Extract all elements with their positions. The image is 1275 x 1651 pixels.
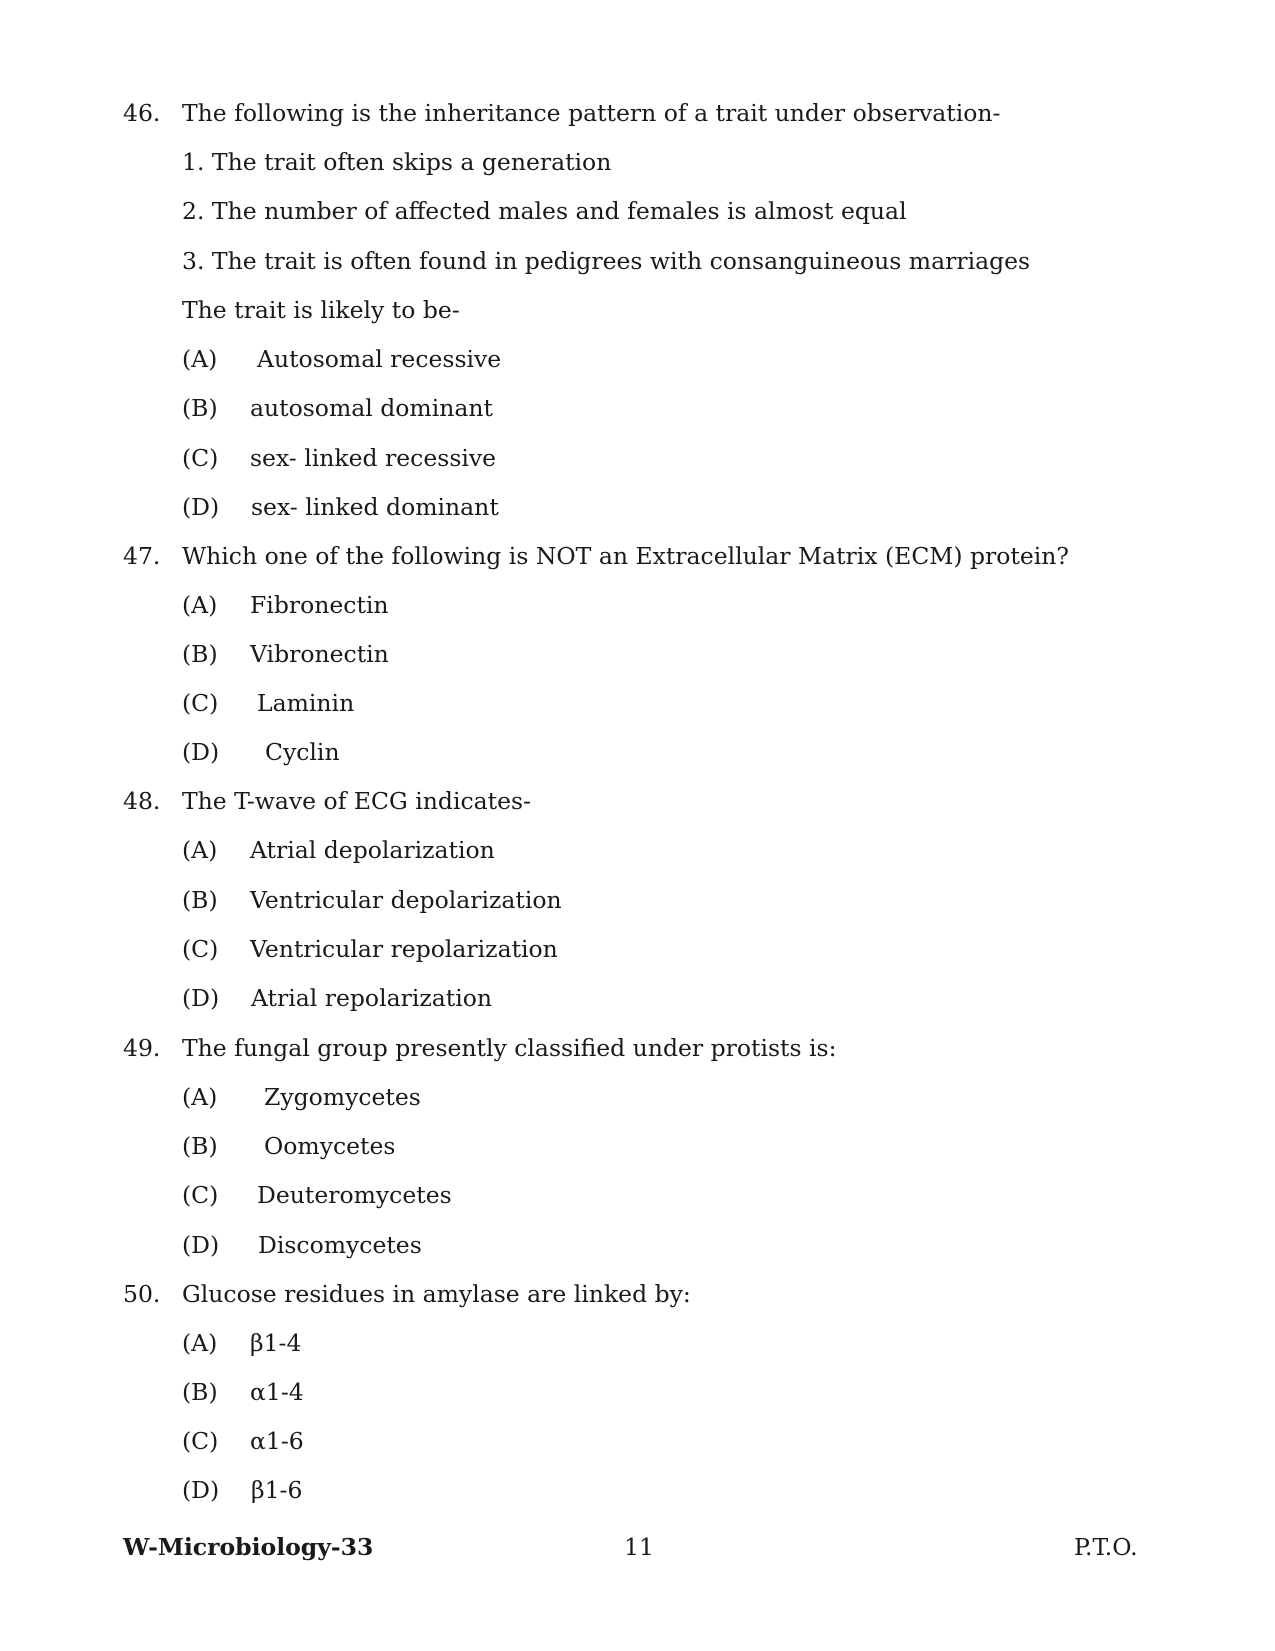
question-47-option-c-text: Laminin — [257, 689, 355, 717]
question-50-option-d-text: β1-6 — [251, 1476, 303, 1504]
question-48-option-a-label: (A) — [182, 836, 218, 864]
question-49-option-b-label: (B) — [182, 1132, 218, 1160]
question-49-option-c-label: (C) — [182, 1181, 219, 1209]
question-50-option-b-text: α1-4 — [250, 1378, 304, 1406]
question-47-option-b-label: (B) — [182, 640, 218, 668]
footer-page-number: 11 — [624, 1533, 654, 1561]
question-48-option-b-label: (B) — [182, 886, 218, 914]
question-49-option-a-text: Zygomycetes — [264, 1083, 421, 1111]
question-50-option-c-label: (C) — [182, 1427, 219, 1455]
question-49-text: The fungal group presently classified under protists is: — [182, 1034, 837, 1062]
question-46-statement-3: 3. The trait is often found in pedigrees with consanguineous marriages — [182, 247, 1031, 275]
question-50-option-a-text: β1-4 — [250, 1329, 302, 1357]
question-48-option-c-text: Ventricular repolarization — [250, 935, 558, 963]
question-48-number: 48. — [123, 787, 161, 815]
question-46-option-a-text: Autosomal recessive — [257, 345, 502, 373]
question-47-option-a-text: Fibronectin — [250, 591, 389, 619]
question-46-option-b-text: autosomal dominant — [250, 394, 493, 422]
question-47-option-a-label: (A) — [182, 591, 218, 619]
question-48-option-a-text: Atrial depolarization — [250, 836, 495, 864]
question-46-number: 46. — [123, 99, 161, 127]
question-48-text: The T-wave of ECG indicates- — [182, 787, 531, 815]
question-46-option-c-label: (C) — [182, 444, 219, 472]
question-47-number: 47. — [123, 542, 161, 570]
question-48-option-b-text: Ventricular depolarization — [250, 886, 562, 914]
question-46-option-d-text: sex- linked dominant — [251, 493, 499, 521]
question-46-option-c-text: sex- linked recessive — [250, 444, 497, 472]
footer-pto: P.T.O. — [1074, 1533, 1138, 1561]
question-46-option-d-label: (D) — [182, 493, 220, 521]
question-49-option-d-text: Discomycetes — [258, 1231, 422, 1259]
question-49-option-d-label: (D) — [182, 1231, 220, 1259]
question-50-number: 50. — [123, 1280, 161, 1308]
question-47-text: Which one of the following is NOT an Extracellular Matrix (ECM) protein? — [182, 542, 1070, 570]
question-46-prompt: The trait is likely to be- — [182, 296, 460, 324]
question-46-option-a-label: (A) — [182, 345, 218, 373]
footer-paper-code: W-Microbiology-33 — [123, 1533, 374, 1561]
question-48-option-c-label: (C) — [182, 935, 219, 963]
question-48-option-d-text: Atrial repolarization — [251, 984, 492, 1012]
question-46-option-b-label: (B) — [182, 394, 218, 422]
question-47-option-d-text: Cyclin — [265, 738, 340, 766]
question-49-option-a-label: (A) — [182, 1083, 218, 1111]
question-47-option-d-label: (D) — [182, 738, 220, 766]
question-50-text: Glucose residues in amylase are linked by: — [182, 1280, 691, 1308]
question-46-statement-1: 1. The trait often skips a generation — [182, 148, 612, 176]
question-49-option-c-text: Deuteromycetes — [257, 1181, 452, 1209]
question-46-text: The following is the inheritance pattern of a trait under observation- — [182, 99, 1001, 127]
question-50-option-b-label: (B) — [182, 1378, 218, 1406]
question-49-option-b-text: Oomycetes — [264, 1132, 396, 1160]
question-49-number: 49. — [123, 1034, 161, 1062]
question-47-option-b-text: Vibronectin — [250, 640, 389, 668]
question-46-statement-2: 2. The number of affected males and females is almost equal — [182, 197, 907, 225]
question-47-option-c-label: (C) — [182, 689, 219, 717]
question-48-option-d-label: (D) — [182, 984, 220, 1012]
question-50-option-c-text: α1-6 — [250, 1427, 304, 1455]
question-50-option-a-label: (A) — [182, 1329, 218, 1357]
question-50-option-d-label: (D) — [182, 1476, 220, 1504]
